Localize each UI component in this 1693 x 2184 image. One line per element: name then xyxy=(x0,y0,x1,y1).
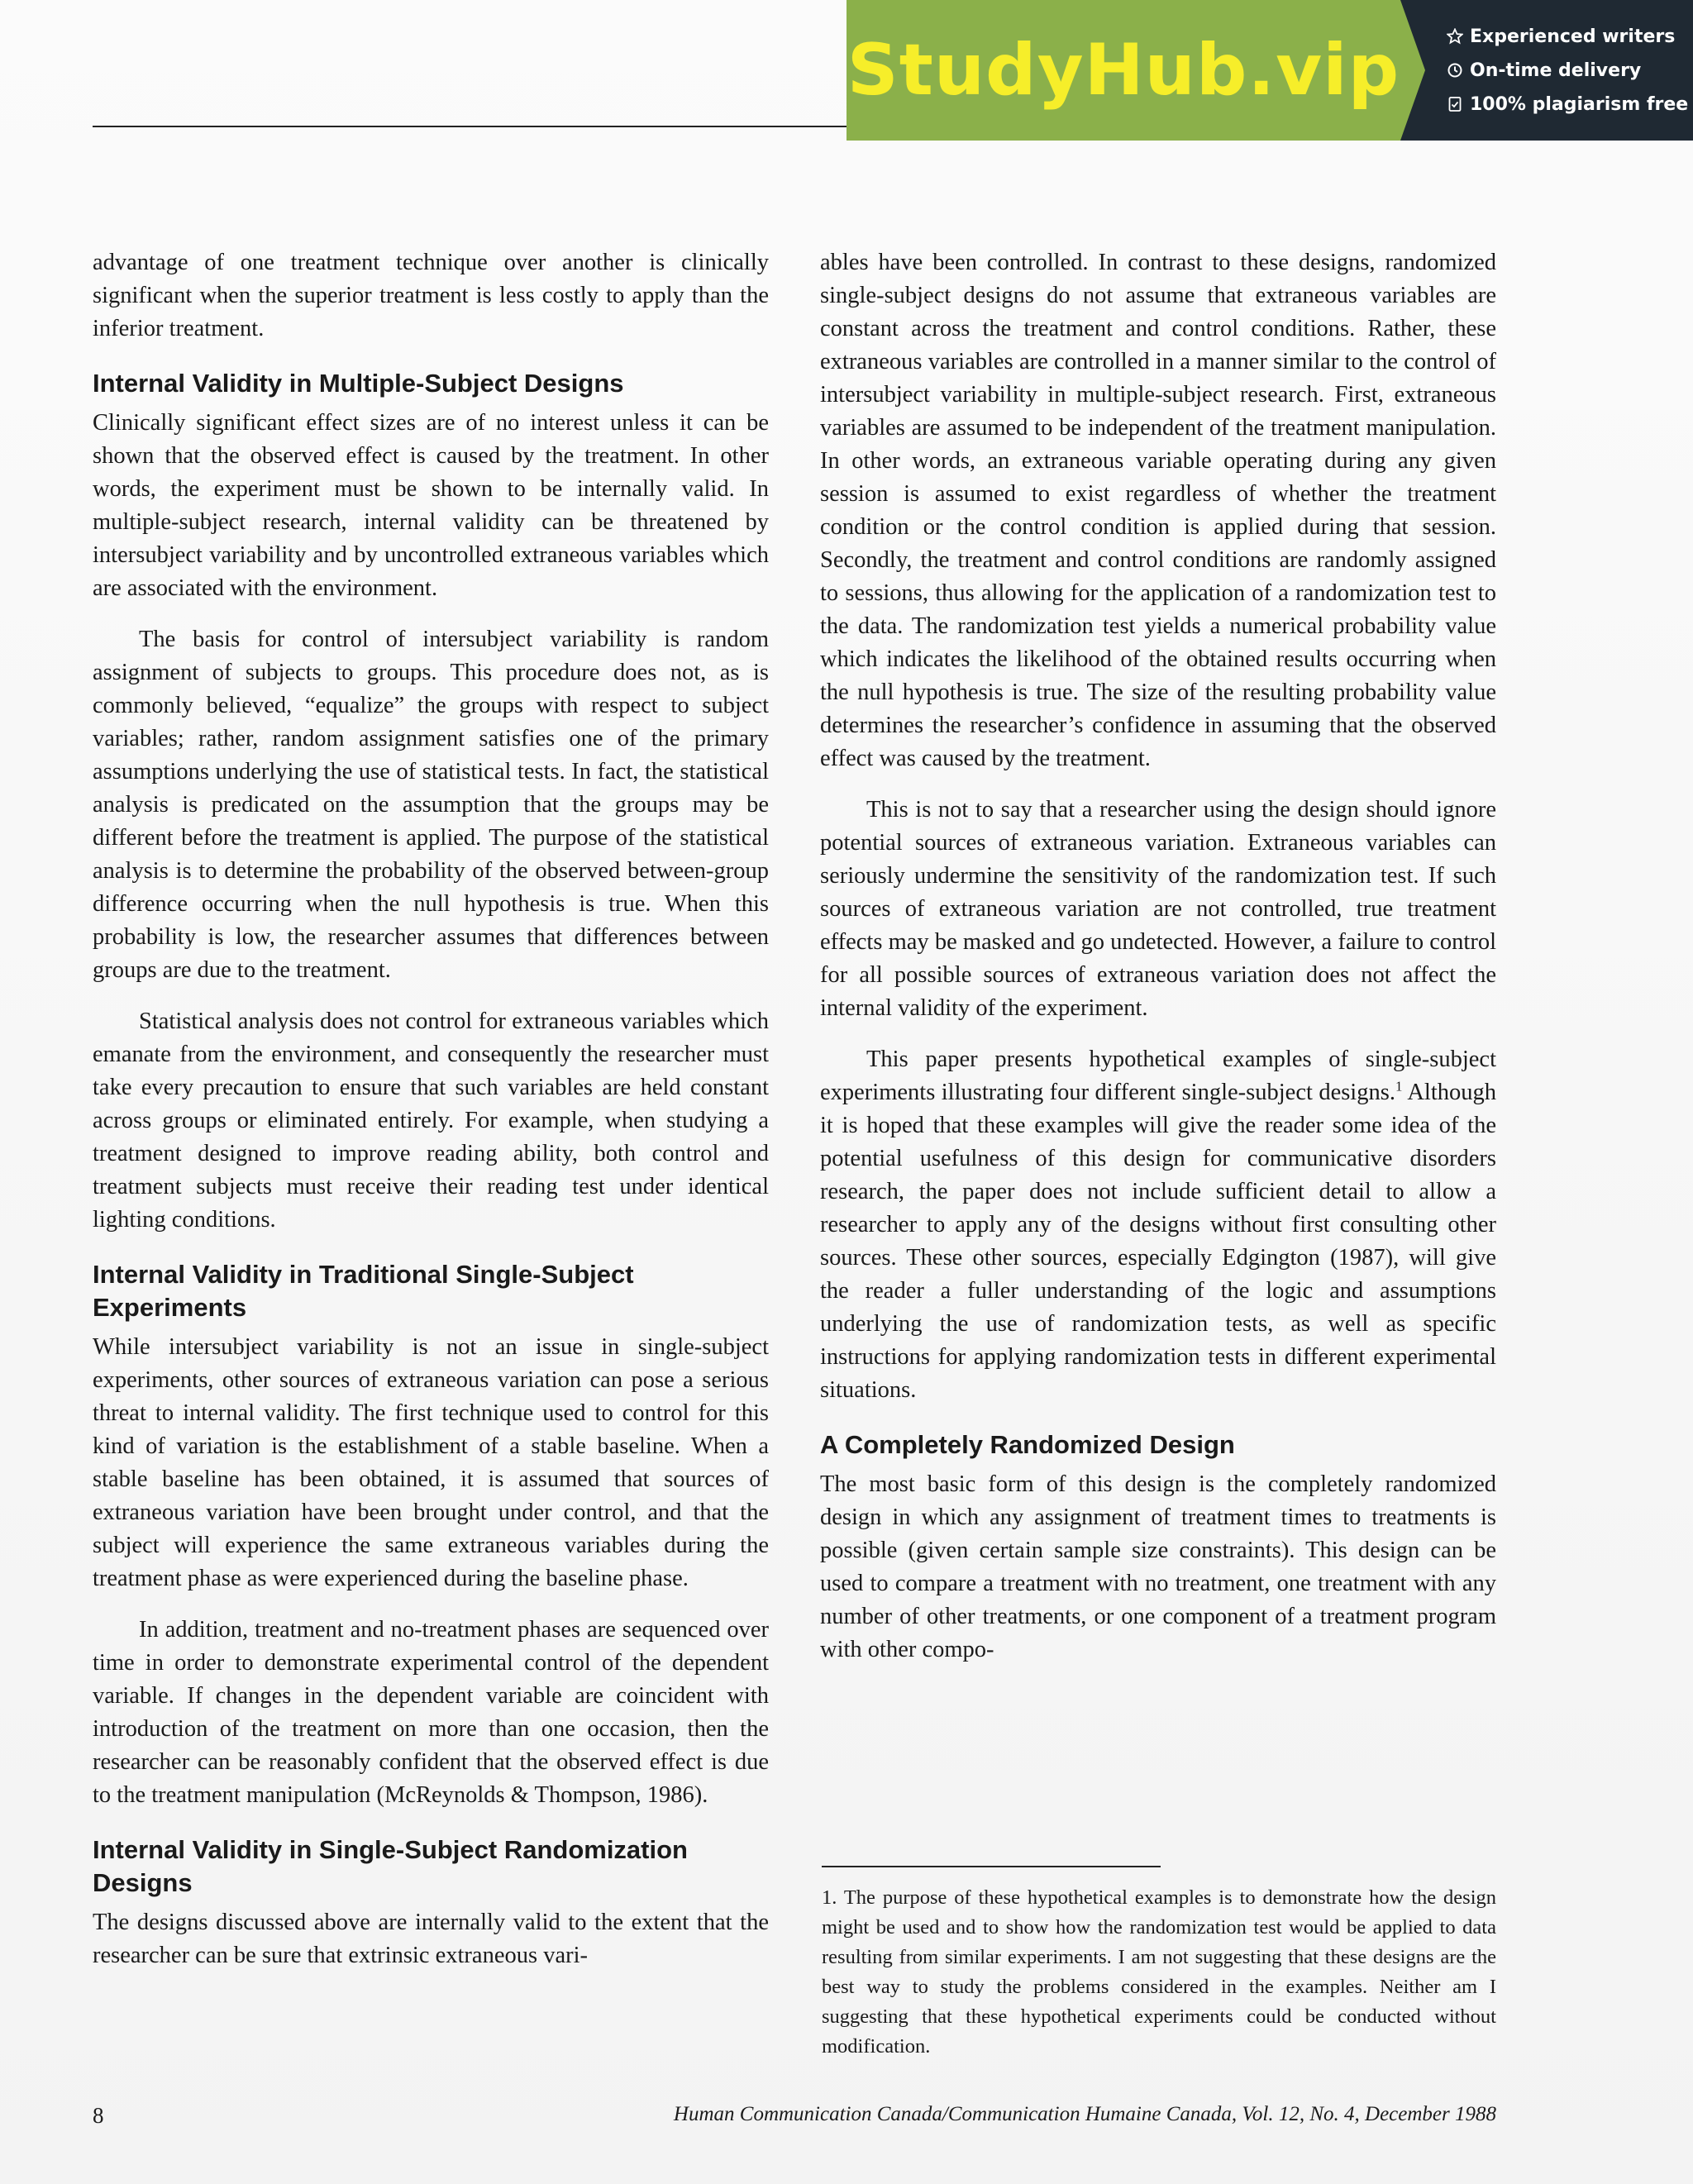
section-heading: Internal Validity in Traditional Single-Subject Experiments xyxy=(93,1260,634,1322)
brand-logo-text[interactable]: StudyHub.vip xyxy=(846,29,1400,112)
section-heading: Internal Validity in Single-Subject Randomization Designs xyxy=(93,1835,688,1897)
paragraph-text: This paper presents hypothetical examples of single-subject experiments illustrating four different single-subject designs. xyxy=(820,1047,1496,1105)
paragraph: Clinically significant effect sizes are of no interest unless it can be shown that the observed effect is caused by the treatment. In other words, the experiment must be shown to be internally valid. In multiple-subject research, internal validity can be threatened by intersubject variability and by uncontrolled extraneous variables which are associated with the environment. xyxy=(93,410,769,601)
paragraph: This is not to say that a researcher using the design should ignore potential sources of extraneous variation. Extraneous variables can seriously undermine the sensitivity of the randomization test. If such sources of extraneous variation are not controlled, true treatment effects may be masked and go undetected. However, a failure to control for all possible sources of extraneous variation does not affect the internal validity of the experiment. xyxy=(820,797,1496,1021)
paragraph: The most basic form of this design is the completely randomized design in which any assignment of treatment times to treatments is possible (given certain sample size constraints). This design can be used to compare a treatment with no treatment, one treatment with any number of other treatments, or one component of a treatment program with other compo- xyxy=(820,1471,1496,1662)
feature-item xyxy=(1447,26,1693,47)
footnote-rule xyxy=(822,1866,1161,1867)
paragraph: Statistical analysis does not control for extraneous variables which emanate from the environment, and consequently the researcher must take every precaution to ensure that such variables are held constant across groups or eliminated entirely. For example, when studying a treatment designed to improve reading ability, both control and treatment subjects must receive their reading test under identical lighting conditions. xyxy=(93,1009,769,1233)
feature-item xyxy=(1447,60,1693,81)
banner-brand-panel[interactable] xyxy=(846,0,1400,141)
paragraph: The basis for control of intersubject variability is random assignment of subjects to groups. This procedure does not, as is commonly believed, “equalize” the groups with respect to subject variables; rather, random assignment satisfies one of the primary assumptions underlying the use of statistical tests. In fact, the statistical analysis is predicated on the assumption that the groups may be different before the treatment is applied. The purpose of the statistical analysis is to determine the probability of the observed between-group difference occurring when the null hypothesis is true. When this probability is low, the researcher assumes that differences between groups are due to the treatment. xyxy=(93,627,769,983)
paragraph xyxy=(820,1043,1496,1407)
feature-item xyxy=(1447,94,1693,115)
ad-banner[interactable] xyxy=(846,0,1693,141)
document-check-icon xyxy=(1447,96,1463,112)
header-rule xyxy=(93,126,849,127)
paragraph: The designs discussed above are internally valid to the extent that the researcher can be sure that extrinsic extraneous vari- xyxy=(93,1910,769,1968)
star-outline-icon xyxy=(1447,28,1463,45)
paragraph: In addition, treatment and no-treatment phases are sequenced over time in order to demonstrate experimental control of the dependent variable. If changes in the dependent variable are coincident with introduction of the treatment on more than one occasion, then the researcher can be reasonably confident that the observed effect is due to the treatment manipulation (McReynolds & Thompson, 1986). xyxy=(93,1617,769,1808)
paragraph: advantage of one treatment technique over another is clinically significant when the superior treatment is less costly to apply than the inferior treatment. xyxy=(93,250,769,341)
running-footer: Human Communication Canada/Communication Humaine Canada, Vol. 12, No. 4, December 1988 xyxy=(673,2103,1496,2125)
banner-features xyxy=(1400,0,1693,141)
page-number: 8 xyxy=(93,2103,104,2128)
footnote-marker[interactable]: 1 xyxy=(1395,1078,1403,1094)
paragraph-text-continued: Although it is hoped that these examples will give the reader some idea of the potential usefulness of this design for communicative disorders research, the paper does not include sufficient detail to allow a researcher to apply any of the designs without first consulting other sources. These other sources, especially Edgington (1987), will give the reader a fuller understanding of the logic and assumptions underlying the use of randomization tests, as well as specific instructions for applying randomization tests in different experimental situations. xyxy=(820,1080,1496,1403)
left-column xyxy=(93,246,769,1972)
section-heading: Internal Validity in Multiple-Subject Designs xyxy=(93,369,624,398)
feature-label: 100% plagiarism free xyxy=(1470,93,1689,115)
feature-label: Experienced writers xyxy=(1470,26,1676,47)
clock-icon xyxy=(1447,62,1463,79)
paragraph: While intersubject variability is not an issue in single-subject experiments, other sources of extraneous variation can pose a serious threat to internal validity. The first technique used to control for this kind of variation is the establishment of a stable baseline. When a stable baseline has been obtained, it is assumed that sources of extraneous variation have been brought under control, and that the subject will experience the same extraneous variables during the treatment phase as were experienced during the baseline phase. xyxy=(93,1334,769,1591)
paragraph: ables have been controlled. In contrast to these designs, randomized single-subject designs do not assume that extraneous variables are constant across the treatment and control conditions. Rather, these extraneous variables are controlled in a manner similar to the control of intersubject variability in multiple-subject research. First, extraneous variables are assumed to be independent of the treatment manipulation. In other words, an extraneous variable operating during any given session is assumed to exist regardless of whether the treatment condition or the control condition is applied during that session. Secondly, the treatment and control conditions are randomly assigned to sessions, thus allowing for the application of a randomization test to the data. The randomization test yields a numerical probability value which indicates the likelihood of the obtained results occurring when the null hypothesis is true. The size of the resulting probability value determines the researcher’s confidence in assuming that the observed effect was caused by the treatment. xyxy=(820,250,1496,771)
section-heading: A Completely Randomized Design xyxy=(820,1430,1235,1459)
feature-label: On-time delivery xyxy=(1470,60,1642,81)
right-column xyxy=(820,246,1496,1667)
footnote: 1. The purpose of these hypothetical examples is to demonstrate how the design might be used and to show how the randomization test would be applied to data resulting from similar experiments. I am not suggesting that these designs are the best way to study the problems considered in the examples. Neither am I suggesting that these hypothetical experiments could be conducted without modification. xyxy=(822,1886,1496,2058)
